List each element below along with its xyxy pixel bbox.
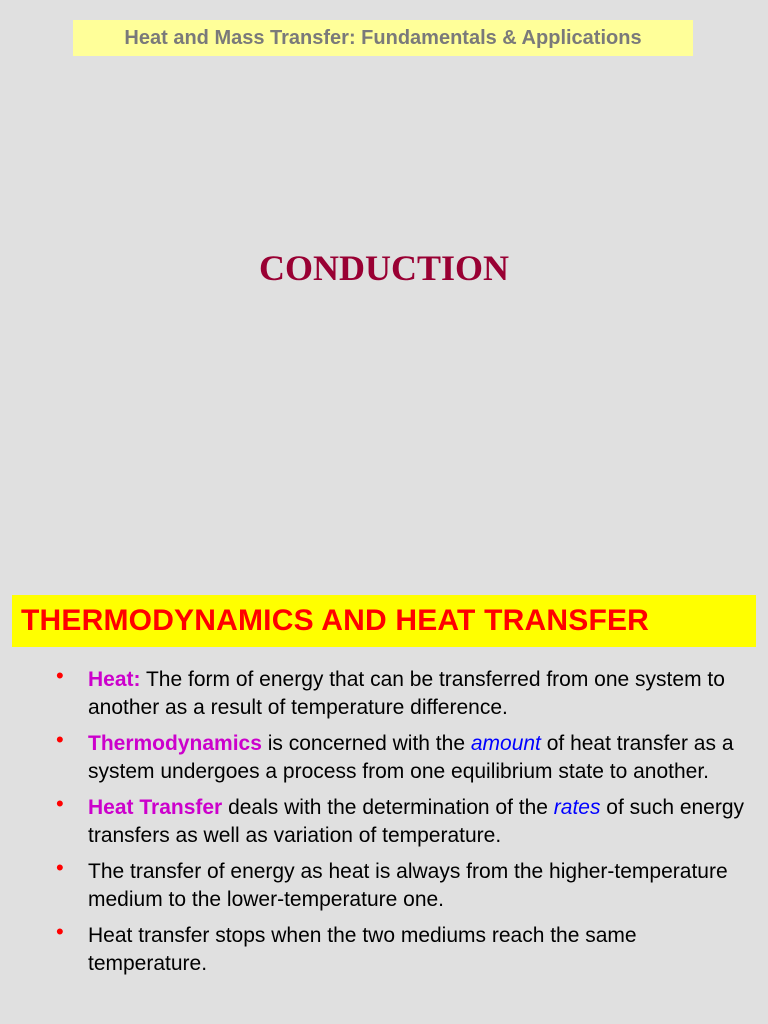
list-item (56, 727, 746, 786)
bullet-list (56, 663, 746, 986)
header-banner (73, 20, 693, 56)
section-banner (12, 595, 756, 647)
bullet-icon: • (56, 855, 64, 880)
bullet-text: is concerned with the (261, 732, 471, 755)
bullet-icon: • (56, 791, 64, 816)
slide-title: CONDUCTION (258, 248, 509, 288)
list-item (56, 791, 746, 850)
header-subtitle: Heat and Mass Transfer: Fundamentals & Applications (124, 26, 642, 49)
list-item (56, 663, 746, 722)
bullet-text: The form of energy that can be transferred from one system to another as a result of temperature difference. (88, 668, 725, 719)
term-thermodynamics: Thermodynamics (88, 732, 262, 755)
bullet-icon: • (56, 663, 64, 688)
bullet-text: of heat transfer as a system undergoes a process from one equilibrium state to another. (88, 732, 734, 783)
term-heat: Heat: (88, 668, 141, 691)
list-item (56, 919, 746, 978)
emphasis-amount: amount (470, 732, 541, 755)
term-heat-transfer: Heat Transfer (88, 796, 223, 819)
bullet-text: The transfer of energy as heat is always from the higher-temperature medium to the lower-temperature one. (88, 860, 728, 911)
section-title: THERMODYNAMICS AND HEAT TRANSFER (21, 604, 650, 637)
bullet-icon: • (56, 919, 64, 944)
bullet-text: deals with the determination of the (222, 796, 554, 819)
bullet-icon: • (56, 727, 64, 752)
bullet-text: of such energy transfers as well as variation of temperature. (88, 796, 745, 847)
emphasis-rates: rates (553, 796, 601, 819)
list-item (56, 855, 746, 914)
bullet-text: Heat transfer stops when the two mediums reach the same temperature. (88, 924, 637, 975)
